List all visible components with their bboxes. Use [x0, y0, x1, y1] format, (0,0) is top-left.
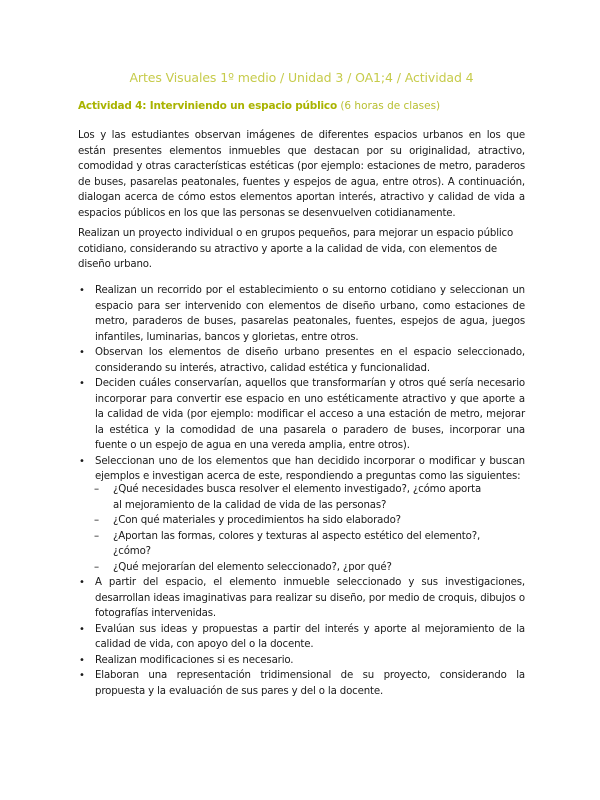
bullet-icon: •	[79, 347, 85, 358]
activity-steps-list-2	[78, 575, 525, 699]
activity-steps-list-1	[78, 283, 525, 485]
project-paragraph: Realizan un proyecto individual o en grupos pequeños, para mejorar un espacio público cotidiano, considerando su atractivo y aporte a la calidad de vida, con elementos de diseño urbano.	[78, 228, 514, 270]
dash-icon: –	[94, 530, 99, 542]
activity-title-text: Actividad 4: Interviniendo un espacio público	[78, 100, 337, 112]
bullet-icon: •	[79, 670, 85, 681]
question-text: ¿Qué mejorarían del elemento seleccionado?, ¿por qué?	[113, 561, 392, 573]
list-item-text: Deciden cuáles conservarían, aquellos que transformarían y otros qué sería necesario incorporar para convertir ese espacio en uno estéticamente atractivo y que aporte a la calidad de vida (por ejemplo: modificar el acceso a una estación de metro, mejorar la estética y la comodidad de una pasarela o paradero de buses, incorporar una fuente o un espejo de agua en una vereda amplia, entre otros).	[95, 378, 525, 451]
question-item	[78, 482, 525, 513]
list-item	[78, 668, 525, 699]
question-text: ¿Con qué materiales y procedimientos ha sido elaborado?	[113, 515, 401, 526]
list-item-text: A partir del espacio, el elemento inmueble seleccionado y sus investigaciones, desarrollan ideas imaginativas para realizar su diseño, por medio de croquis, dibujos o fotografías intervenidas.	[95, 577, 525, 619]
intro-paragraph: Los y las estudiantes observan imágenes de diferentes espacios urbanos en los que están presentes elementos inmuebles que destacan por su originalidad, atractivo, comodidad y otras características estéticas (por ejemplo: estaciones de metro, paraderos de buses, pasarelas peatonales, fuentes y espejos de agua, entre otros). A continuación, dialogan acerca de cómo estos elementos aportan interés, atractivo y calidad de vida a espacios públicos en los que las personas se desenvuelven cotidianamente.	[78, 130, 525, 219]
question-item	[78, 560, 525, 576]
bullet-icon: •	[79, 623, 85, 635]
list-item-text: Observan los elementos de diseño urbano presentes en el espacio seleccionado, considerando su interés, atractivo, calidad estética y funcionalidad.	[95, 347, 525, 374]
bullet-icon: •	[79, 378, 85, 389]
document-breadcrumb-header: Artes Visuales 1º medio / Unidad 3 / OA1;4 / Actividad 4	[129, 70, 474, 85]
dash-icon: –	[94, 561, 99, 573]
bullet-icon: •	[79, 654, 85, 666]
list-item	[78, 283, 525, 345]
bullet-icon: •	[79, 577, 85, 588]
question-item	[78, 529, 525, 560]
list-item-text: Realizan un recorrido por el establecimiento o su entorno cotidiano y seleccionan un espacio para ser intervenido con elementos de diseño urbano, como estaciones de metro, paraderos de buses, pasarelas peatonales, fuentes, espejos de agua, juegos infantiles, luminarias, bancos y glorietas, entre otros.	[95, 285, 525, 343]
list-item-text: Evalúan sus ideas y propuestas a partir del interés y aporte al mejoramiento de la calidad de vida, con apoyo del o la docente.	[95, 623, 525, 650]
list-item-text: Elaboran una representación tridimensional de su proyecto, considerando la propuesta y la evaluación de sus pares y del o la docente.	[95, 670, 525, 697]
dash-icon: –	[94, 484, 99, 495]
list-item	[78, 575, 525, 622]
list-item	[78, 345, 525, 376]
activity-title	[78, 100, 525, 112]
list-item	[78, 376, 525, 454]
list-item-text: Realizan modificaciones si es necesario.	[95, 654, 294, 666]
guiding-questions-list	[78, 482, 525, 575]
question-item	[78, 513, 525, 529]
question-text: ¿Qué necesidades busca resolver el elemento investigado?, ¿cómo aporta al mejoramiento de la calidad de vida de las personas?	[113, 484, 482, 511]
bullet-icon: •	[79, 455, 85, 467]
list-item	[78, 454, 525, 485]
list-item-text: Seleccionan uno de los elementos que han decidido incorporar o modificar y buscan ejemplos e investigan acerca de este, respondiendo a preguntas como las siguientes:	[95, 455, 525, 482]
question-text: ¿Aportan las formas, colores y texturas al aspecto estético del elemento?, ¿cómo?	[113, 530, 481, 557]
list-item	[78, 653, 525, 669]
activity-duration: (6 horas de clases)	[340, 100, 441, 112]
dash-icon: –	[94, 515, 99, 526]
list-item	[78, 622, 525, 653]
bullet-icon: •	[79, 285, 85, 296]
